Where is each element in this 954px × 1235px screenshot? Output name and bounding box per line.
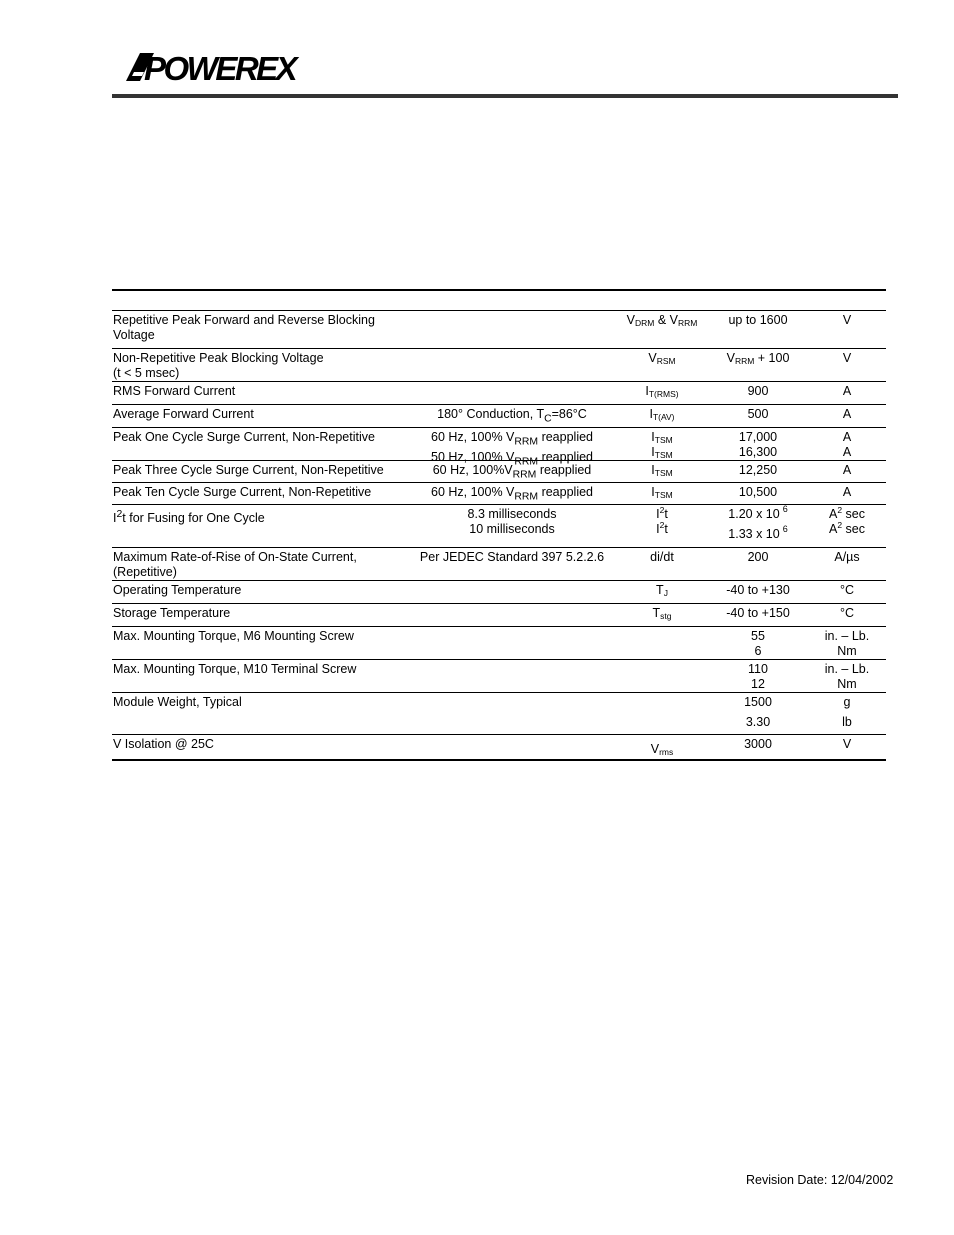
table-row [112,428,886,467]
table-header-gap [112,291,886,311]
ratings-table [112,289,886,761]
table-body [112,311,886,761]
cell-line: 12,250 [738,463,778,477]
cell-line: 10 milliseconds [469,522,555,536]
cell-line: °C [839,583,855,597]
cell-unit [812,313,882,328]
cell-parameter [113,629,403,644]
cell-line: 60 Hz, 100% $V_{RRM}$ reapplied [431,430,593,448]
cell-line: $T_J$ [656,583,668,598]
cell-unit [812,463,882,478]
cell-symbol [622,430,702,460]
cell-line: $V_{rms}$ [650,742,674,757]
cell-line: $V_{RSM}$ [648,351,676,366]
cell-line: $I_{T(AV)}$ [649,407,675,422]
cell-line: 50 Hz, 100% $V_{RRM}$ reapplied [431,449,593,467]
cell-line: 16,300 [738,445,778,459]
cell-line: 200 [747,550,769,564]
cell-line: Maximum Rate-of-Rise of On-State Current, [113,550,357,564]
cell-line: 3000 [744,737,772,751]
cell-line: up to 1600 [728,313,788,327]
cell-parameter [113,662,403,677]
logo-wordmark: POWEREX [144,50,296,84]
cell-line: lb [842,715,852,729]
cell-line: Max. Mounting Torque, M6 Mounting Screw [113,629,354,643]
cell-line: 6 [754,644,762,658]
cell-unit [812,737,882,752]
table-row [112,349,886,382]
cell-line: A [842,445,852,459]
cell-line: 110 [748,662,768,676]
cell-line: (Repetitive) [113,565,177,579]
cell-symbol [622,313,702,328]
cell-line: $I_{TSM}$ [651,485,673,500]
cell-line: V [842,737,852,751]
cell-parameter [113,550,403,580]
table-row [112,660,886,693]
cell-line: °C [839,606,855,620]
cell-symbol [622,351,702,366]
cell-value [704,550,812,565]
cell-line: $T_{stg}$ [652,606,672,621]
cell-unit [812,507,882,537]
cell-line: Per JEDEC Standard 397 5.2.2.6 [419,550,605,564]
cell-symbol [622,550,702,565]
cell-line: in. – Lb. [824,629,870,643]
cell-line: in. – Lb. [824,662,870,676]
cell-value [704,430,812,460]
cell-line: 60 Hz, $100\%V_{RRM}$ reapplied [432,463,592,481]
cell-parameter [113,507,403,526]
cell-line: A [842,384,852,398]
cell-line: g [843,695,851,709]
cell-line: $I_{TSM}$ [651,430,673,445]
header-rule [112,94,898,98]
cell-line: Storage Temperature [113,606,231,620]
cell-line: Module Weight, Typical [113,695,242,709]
cell-line: V [842,351,852,365]
cell-line: -40 to +150 [726,606,790,620]
cell-parameter [113,351,403,381]
cell-line: 17,000 [738,430,778,444]
cell-parameter [113,384,403,399]
cell-line: Nm [837,677,857,691]
cell-line: Voltage [113,328,155,342]
cell-value [704,351,812,366]
cell-line: Peak Ten Cycle Surge Current, Non-Repetitive [113,485,372,499]
cell-line: 900 [747,384,769,398]
cell-line: $I_{TSM}$ [651,445,673,460]
cell-parameter [113,606,403,621]
cell-line: 1500 [744,695,772,709]
cell-unit [812,629,882,659]
cell-line: -40 to +130 [726,583,790,597]
cell-line: Nm [837,644,857,658]
cell-line: A [842,407,852,421]
cell-line: $A^2$ sec [828,520,865,536]
cell-symbol [622,606,702,621]
table-row [112,693,886,735]
table-row [112,581,886,604]
cell-conditions [402,507,622,537]
cell-line: RMS Forward Current [113,384,236,398]
table-row [112,548,886,581]
cell-line: $A^2$ sec [828,505,865,521]
table-row [112,483,886,505]
cell-line: $V_{RRM} + 100$ [726,351,790,366]
cell-value [704,407,812,422]
cell-parameter [113,430,403,445]
cell-line: 8.3 milliseconds [467,507,557,521]
cell-line: A [842,430,852,444]
cell-line: 180° Conduction, $T_C=86^\circ C$ [437,407,587,425]
cell-parameter [113,695,403,710]
table-row [112,604,886,627]
cell-line: $V_{DRM}$ & $V_{RRM}$ [626,313,698,328]
cell-line: di/dt [650,550,674,564]
table-row [112,405,886,428]
cell-unit [812,583,882,598]
cell-line: V [842,313,852,327]
cell-symbol [622,507,702,537]
cell-unit [812,351,882,366]
table-row [112,461,886,483]
cell-parameter [113,463,403,478]
cell-value [704,629,812,659]
cell-conditions [402,550,622,565]
cell-unit [812,384,882,399]
cell-line: $I_{T(RMS)}$ [645,384,679,399]
cell-line: A [842,485,852,499]
exponent: 6 [782,524,788,534]
cell-line: $I^2t$ [656,520,668,536]
cell-unit [812,695,882,730]
cell-parameter [113,737,403,752]
cell-line: Non-Repetitive Peak Blocking Voltage [113,351,324,365]
cell-symbol [622,583,702,598]
cell-symbol [622,384,702,399]
cell-parameter [113,583,403,598]
cell-unit [812,485,882,500]
cell-unit [812,407,882,422]
cell-line: 1.20 x 10 $^6$ [728,504,788,521]
table-row [112,311,886,349]
cell-line: 10,500 [738,485,778,499]
cell-value [704,583,812,598]
cell-line: Max. Mounting Torque, M10 Terminal Screw [113,662,357,676]
cell-line: A [842,463,852,477]
cell-line: 500 [747,407,769,421]
cell-line: 60 Hz, 100% $V_{RRM}$ reapplied [431,485,593,503]
cell-symbol [622,463,702,478]
cell-value [704,606,812,621]
cell-line: 55 [751,629,765,643]
table-row [112,627,886,660]
cell-value [704,695,812,730]
cell-line: A/µs [834,550,860,564]
cell-line: $I^2t$ for Fusing for One Cycle [113,509,265,526]
cell-line: 3.30 [745,715,771,729]
cell-unit [812,430,882,460]
cell-symbol [622,737,702,757]
table-row [112,735,886,761]
cell-line: 12 [751,677,765,691]
cell-value [704,485,812,500]
cell-line: V Isolation @ 25C [113,737,214,751]
cell-line: 1.33 x 10 $^6$ [728,524,788,541]
table-row [112,505,886,548]
cell-unit [812,662,882,692]
cell-conditions [402,407,622,427]
cell-value [704,504,812,542]
cell-parameter [113,485,403,500]
cell-line: Repetitive Peak Forward and Reverse Blocking [113,313,375,327]
cell-symbol [622,407,702,422]
cell-line: $I_{TSM}$ [651,463,673,478]
cell-value [704,463,812,478]
cell-line: (t < 5 msec) [113,366,180,380]
cell-conditions [402,463,622,483]
cell-symbol [622,485,702,500]
cell-line: Operating Temperature [113,583,242,597]
cell-unit [812,606,882,621]
powerex-logo [124,50,309,84]
cell-conditions [402,485,622,505]
cell-parameter [113,407,403,422]
cell-value [704,737,812,752]
cell-line: Peak One Cycle Surge Current, Non-Repetitive [113,430,375,444]
cell-unit [812,550,882,565]
table-row [112,382,886,405]
cell-line: Peak Three Cycle Surge Current, Non-Repetitive [113,463,384,477]
cell-line: $I^2t$ [656,505,668,521]
exponent: 6 [782,504,788,514]
cell-value [704,313,812,328]
revision-date: Revision Date: 12/04/2002 [746,1173,894,1187]
cell-line: Average Forward Current [113,407,254,421]
cell-value [704,384,812,399]
cell-parameter [113,313,403,343]
cell-value [704,662,812,692]
